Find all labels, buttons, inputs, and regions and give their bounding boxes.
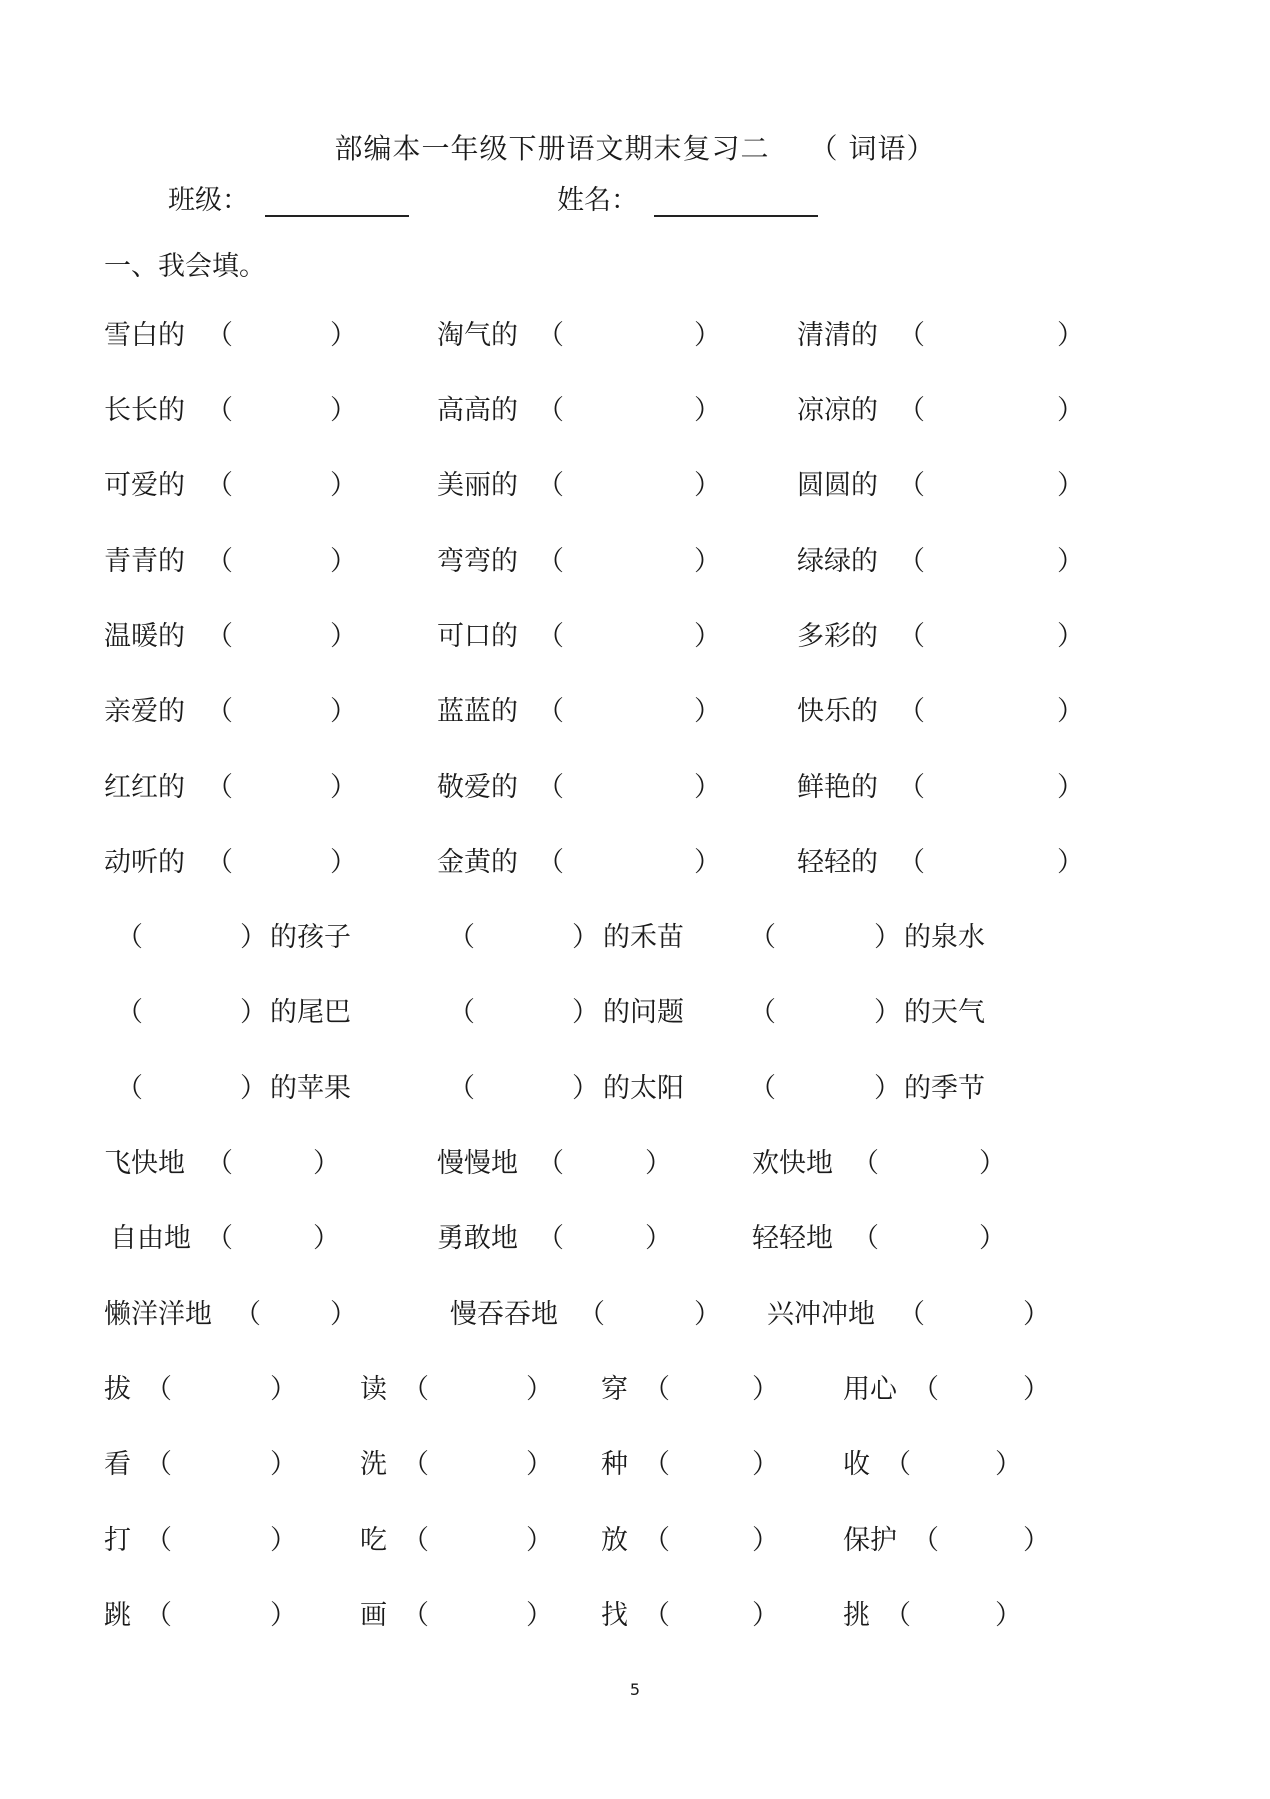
- blank-close-paren[interactable]: ）: [1057, 470, 1084, 501]
- blank-open-paren: （: [898, 772, 925, 803]
- blank-open-paren: （: [912, 1525, 939, 1556]
- blank-open-paren[interactable]: （: [448, 997, 475, 1028]
- phrase-adverb: 自由地: [110, 1223, 191, 1254]
- blank-close-paren: ）: [240, 997, 267, 1028]
- blank-close-paren[interactable]: ）: [1057, 395, 1084, 426]
- blank-open-paren: （: [912, 1374, 939, 1405]
- blank-open-paren: （: [643, 1449, 670, 1480]
- phrase-verb: 放: [601, 1525, 628, 1556]
- blank-close-paren[interactable]: ）: [694, 546, 721, 577]
- blank-close-paren[interactable]: ）: [330, 621, 357, 652]
- phrase-word: 敬爱的: [437, 772, 518, 803]
- phrase-word: 长长的: [104, 395, 185, 426]
- blank-close-paren[interactable]: ）: [313, 1148, 340, 1179]
- phrase-word: 金黄的: [437, 847, 518, 878]
- blank-open-paren: （: [206, 1223, 233, 1254]
- phrase-word: 动听的: [104, 847, 185, 878]
- phrase-verb: 找: [601, 1600, 628, 1631]
- phrase-word: 快乐的: [797, 696, 878, 727]
- blank-close-paren[interactable]: ）: [330, 395, 357, 426]
- blank-open-paren: （: [852, 1223, 879, 1254]
- phrase-word: 红红的: [104, 772, 185, 803]
- phrase-verb: 种: [601, 1449, 628, 1480]
- blank-close-paren[interactable]: ）: [330, 320, 357, 351]
- blank-close-paren[interactable]: ）: [694, 395, 721, 426]
- blank-open-paren: （: [643, 1374, 670, 1405]
- phrase-adverb: 勇敢地: [437, 1223, 518, 1254]
- blank-open-paren: （: [578, 1299, 605, 1330]
- phrase-verb: 吃: [360, 1525, 387, 1556]
- blank-close-paren[interactable]: ）: [995, 1449, 1022, 1480]
- blank-close-paren[interactable]: ）: [313, 1223, 340, 1254]
- blank-close-paren[interactable]: ）: [694, 320, 721, 351]
- phrase-verb: 用心: [843, 1374, 897, 1405]
- blank-open-paren: （: [643, 1525, 670, 1556]
- name-label: 姓名：: [557, 185, 638, 216]
- blank-close-paren: ）: [572, 997, 599, 1028]
- blank-open-paren: （: [145, 1600, 172, 1631]
- blank-close-paren: ）: [874, 997, 901, 1028]
- phrase-verb: 保护: [843, 1525, 897, 1556]
- phrase-noun: 的苹果: [270, 1073, 351, 1104]
- blank-open-paren[interactable]: （: [749, 922, 776, 953]
- phrase-word: 可口的: [437, 621, 518, 652]
- phrase-noun: 的太阳: [603, 1073, 684, 1104]
- blank-open-paren: （: [898, 395, 925, 426]
- blank-close-paren[interactable]: ）: [330, 1299, 357, 1330]
- phrase-verb: 洗: [360, 1449, 387, 1480]
- blank-close-paren: ）: [572, 1073, 599, 1104]
- phrase-adverb: 轻轻地: [752, 1223, 833, 1254]
- phrase-verb: 穿: [601, 1374, 628, 1405]
- blank-close-paren[interactable]: ）: [270, 1449, 297, 1480]
- blank-close-paren[interactable]: ）: [1057, 772, 1084, 803]
- blank-open-paren: （: [643, 1600, 670, 1631]
- blank-open-paren: （: [852, 1148, 879, 1179]
- blank-close-paren[interactable]: ）: [694, 621, 721, 652]
- blank-open-paren: （: [206, 395, 233, 426]
- blank-close-paren[interactable]: ）: [645, 1223, 672, 1254]
- blank-close-paren[interactable]: ）: [694, 1299, 721, 1330]
- blank-close-paren[interactable]: ）: [979, 1223, 1006, 1254]
- phrase-verb: 打: [104, 1525, 131, 1556]
- phrase-verb: 看: [104, 1449, 131, 1480]
- phrase-noun: 的禾苗: [603, 922, 684, 953]
- blank-open-paren: （: [145, 1374, 172, 1405]
- class-blank[interactable]: [265, 187, 409, 217]
- phrase-word: 鲜艳的: [797, 772, 878, 803]
- blank-close-paren[interactable]: ）: [694, 470, 721, 501]
- blank-close-paren[interactable]: ）: [752, 1374, 779, 1405]
- phrase-verb: 拔: [104, 1374, 131, 1405]
- blank-open-paren: （: [898, 546, 925, 577]
- phrase-word: 圆圆的: [797, 470, 878, 501]
- page-number: 5: [629, 1680, 641, 1699]
- blank-close-paren: ）: [572, 922, 599, 953]
- blank-close-paren: ）: [874, 922, 901, 953]
- blank-open-paren: （: [537, 621, 564, 652]
- blank-close-paren: ）: [240, 922, 267, 953]
- blank-close-paren[interactable]: ）: [526, 1525, 553, 1556]
- blank-open-paren: （: [206, 546, 233, 577]
- blank-open-paren[interactable]: （: [749, 997, 776, 1028]
- phrase-adverb: 欢快地: [752, 1148, 833, 1179]
- phrase-word: 高高的: [437, 395, 518, 426]
- blank-open-paren: （: [898, 470, 925, 501]
- phrase-word: 凉凉的: [797, 395, 878, 426]
- blank-close-paren[interactable]: ）: [270, 1374, 297, 1405]
- blank-open-paren: （: [206, 696, 233, 727]
- blank-close-paren[interactable]: ）: [694, 772, 721, 803]
- phrase-word: 弯弯的: [437, 546, 518, 577]
- phrase-word: 亲爱的: [104, 696, 185, 727]
- blank-open-paren: （: [537, 772, 564, 803]
- blank-close-paren[interactable]: ）: [270, 1525, 297, 1556]
- blank-open-paren: （: [537, 320, 564, 351]
- phrase-word: 绿绿的: [797, 546, 878, 577]
- phrase-verb: 画: [360, 1600, 387, 1631]
- blank-open-paren: （: [884, 1449, 911, 1480]
- class-label: 班级：: [168, 185, 249, 216]
- blank-open-paren: （: [145, 1525, 172, 1556]
- blank-close-paren[interactable]: ）: [1057, 696, 1084, 727]
- blank-close-paren[interactable]: ）: [526, 1600, 553, 1631]
- blank-open-paren: （: [898, 621, 925, 652]
- blank-open-paren[interactable]: （: [116, 1073, 143, 1104]
- blank-open-paren: （: [537, 696, 564, 727]
- phrase-noun: 的尾巴: [270, 997, 351, 1028]
- blank-close-paren[interactable]: ）: [526, 1374, 553, 1405]
- name-field: [557, 178, 818, 217]
- blank-close-paren[interactable]: ）: [526, 1449, 553, 1480]
- blank-open-paren[interactable]: （: [116, 922, 143, 953]
- phrase-noun: 的天气: [904, 997, 985, 1028]
- blank-close-paren: ）: [874, 1073, 901, 1104]
- title-sub: （ 词语）: [809, 132, 936, 165]
- blank-close-paren[interactable]: ）: [1023, 1374, 1050, 1405]
- blank-close-paren[interactable]: ）: [1023, 1525, 1050, 1556]
- blank-close-paren: ）: [240, 1073, 267, 1104]
- blank-open-paren: （: [206, 772, 233, 803]
- blank-open-paren[interactable]: （: [448, 1073, 475, 1104]
- phrase-word: 雪白的: [104, 320, 185, 351]
- blank-open-paren: （: [145, 1449, 172, 1480]
- phrase-adverb: 慢吞吞地: [450, 1299, 558, 1330]
- phrase-word: 轻轻的: [797, 847, 878, 878]
- blank-open-paren: （: [537, 847, 564, 878]
- phrase-noun: 的季节: [904, 1073, 985, 1104]
- blank-open-paren: （: [402, 1449, 429, 1480]
- phrase-adverb: 慢慢地: [437, 1148, 518, 1179]
- phrase-adverb: 懒洋洋地: [104, 1299, 212, 1330]
- blank-close-paren[interactable]: ）: [752, 1600, 779, 1631]
- blank-close-paren[interactable]: ）: [330, 772, 357, 803]
- blank-open-paren: （: [537, 1148, 564, 1179]
- phrase-word: 可爱的: [104, 470, 185, 501]
- phrase-word: 淘气的: [437, 320, 518, 351]
- blank-open-paren: （: [898, 696, 925, 727]
- blank-open-paren: （: [206, 320, 233, 351]
- phrase-verb: 跳: [104, 1600, 131, 1631]
- phrase-noun: 的问题: [603, 997, 684, 1028]
- name-blank[interactable]: [654, 187, 818, 217]
- blank-close-paren[interactable]: ）: [270, 1600, 297, 1631]
- blank-open-paren: （: [537, 395, 564, 426]
- blank-open-paren[interactable]: （: [448, 922, 475, 953]
- phrase-verb: 读: [360, 1374, 387, 1405]
- page-title: [0, 127, 1270, 167]
- phrase-word: 蓝蓝的: [437, 696, 518, 727]
- phrase-word: 多彩的: [797, 621, 878, 652]
- blank-close-paren[interactable]: ）: [752, 1525, 779, 1556]
- blank-close-paren[interactable]: ）: [694, 847, 721, 878]
- phrase-adverb: 飞快地: [104, 1148, 185, 1179]
- blank-close-paren[interactable]: ）: [330, 546, 357, 577]
- blank-open-paren: （: [884, 1600, 911, 1631]
- blank-close-paren[interactable]: ）: [995, 1600, 1022, 1631]
- blank-close-paren[interactable]: ）: [645, 1148, 672, 1179]
- phrase-noun: 的泉水: [904, 922, 985, 953]
- blank-close-paren[interactable]: ）: [1057, 847, 1084, 878]
- class-field: [168, 178, 409, 217]
- blank-open-paren: （: [206, 847, 233, 878]
- phrase-noun: 的孩子: [270, 922, 351, 953]
- phrase-word: 温暖的: [104, 621, 185, 652]
- phrase-adverb: 兴冲冲地: [767, 1299, 875, 1330]
- phrase-word: 美丽的: [437, 470, 518, 501]
- blank-close-paren[interactable]: ）: [330, 696, 357, 727]
- blank-close-paren[interactable]: ）: [330, 847, 357, 878]
- blank-close-paren[interactable]: ）: [694, 696, 721, 727]
- blank-open-paren: （: [206, 621, 233, 652]
- blank-open-paren: （: [537, 1223, 564, 1254]
- blank-close-paren[interactable]: ）: [330, 470, 357, 501]
- blank-open-paren: （: [898, 320, 925, 351]
- blank-close-paren[interactable]: ）: [1057, 546, 1084, 577]
- phrase-verb: 挑: [843, 1600, 870, 1631]
- phrase-verb: 收: [843, 1449, 870, 1480]
- title-main: 部编本一年级下册语文期末复习二: [334, 132, 770, 165]
- blank-open-paren: （: [537, 546, 564, 577]
- blank-open-paren[interactable]: （: [749, 1073, 776, 1104]
- blank-open-paren: （: [206, 1148, 233, 1179]
- blank-open-paren[interactable]: （: [116, 997, 143, 1028]
- blank-open-paren: （: [402, 1600, 429, 1631]
- blank-open-paren: （: [898, 1299, 925, 1330]
- blank-close-paren[interactable]: ）: [1057, 320, 1084, 351]
- blank-open-paren: （: [402, 1525, 429, 1556]
- blank-close-paren[interactable]: ）: [979, 1148, 1006, 1179]
- blank-open-paren: （: [898, 847, 925, 878]
- phrase-word: 青青的: [104, 546, 185, 577]
- phrase-word: 清清的: [797, 320, 878, 351]
- blank-close-paren[interactable]: ）: [1057, 621, 1084, 652]
- blank-close-paren[interactable]: ）: [752, 1449, 779, 1480]
- blank-open-paren: （: [234, 1299, 261, 1330]
- section-heading: 一、我会填。: [104, 251, 266, 282]
- blank-close-paren[interactable]: ）: [1023, 1299, 1050, 1330]
- blank-open-paren: （: [537, 470, 564, 501]
- blank-open-paren: （: [206, 470, 233, 501]
- blank-open-paren: （: [402, 1374, 429, 1405]
